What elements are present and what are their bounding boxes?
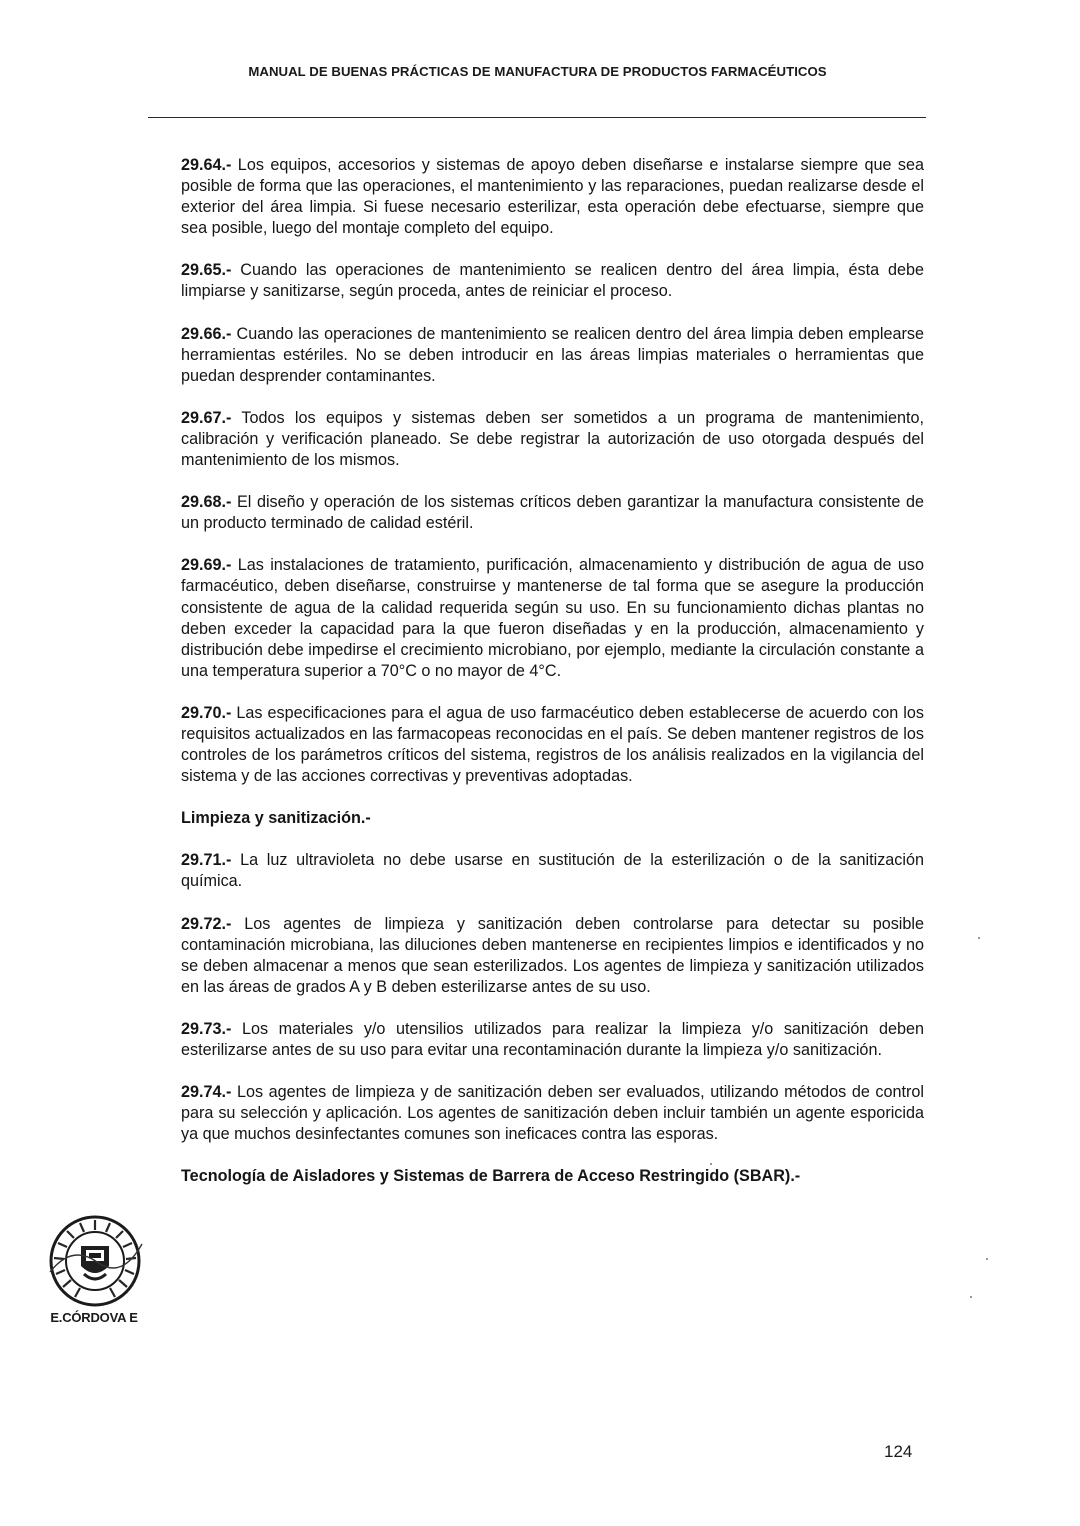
paragraph-29-73 xyxy=(181,1019,924,1061)
official-seal xyxy=(42,1214,146,1326)
paragraph-text: Los agentes de limpieza y de sanitización deben ser evaluados, utilizando métodos de control para su selección y aplicación. Los agentes de sanitización deben incluir también un agente esporicida ya que muchos desinfectantes comunes son ineficaces contra las esporas. xyxy=(181,1083,924,1144)
paragraph-text: Los agentes de limpieza y sanitización deben controlarse para detectar su posible contaminación microbiana, las diluciones deben mantenerse en recipientes limpios e identificados y no se deben almacenar a menos que sean esterilizados. Los agentes de limpieza y sanitización utilizados en las áreas de grados A y B deben esterilizarse antes de su uso. xyxy=(181,914,924,996)
paragraph-number: 29.70.- xyxy=(181,703,232,722)
paragraph-number: 29.65.- xyxy=(181,261,232,280)
paragraph-29-70 xyxy=(181,703,924,787)
paragraph-number: 29.72.- xyxy=(181,914,232,933)
paragraph-text: Cuando las operaciones de mantenimiento se realicen dentro del área limpia deben emplearse herramientas estériles. No se deben introducir en las áreas limpias materiales o herramientas que puedan desprender contaminantes. xyxy=(181,324,924,385)
page-number: 124 xyxy=(884,1442,913,1461)
paragraph-number: 29.64.- xyxy=(181,156,232,174)
paragraph-29-72 xyxy=(181,914,924,998)
page-body xyxy=(181,155,924,1208)
scan-speck xyxy=(978,937,980,939)
paragraph-number: 29.67.- xyxy=(181,408,232,427)
paragraph-text: Cuando las operaciones de mantenimiento se realicen dentro del área limpia, ésta debe limpiarse y sanitizarse, según proceda, antes de reiniciar el proceso. xyxy=(181,261,924,301)
paragraph-29-67 xyxy=(181,408,924,471)
paragraph-number: 29.68.- xyxy=(181,493,232,512)
paragraph-text: El diseño y operación de los sistemas críticos deben garantizar la manufactura consistente de un producto terminado de calidad estéril. xyxy=(181,493,924,533)
paragraph-number: 29.71.- xyxy=(181,851,232,870)
paragraph-29-66 xyxy=(181,324,924,387)
paragraph-text: Todos los equipos y sistemas deben ser sometidos a un programa de mantenimiento, calibración y verificación planeado. Se debe registrar la autorización de uso otorgada después del mantenimiento de los mismos. xyxy=(181,408,924,470)
running-header: MANUAL DE BUENAS PRÁCTICAS DE MANUFACTURA DE PRODUCTOS FARMACÉUTICOS xyxy=(248,64,827,79)
paragraph-text: Los equipos, accesorios y sistemas de apoyo deben diseñarse e instalarse siempre que sea posible de forma que las operaciones, el mantenimiento y las reparaciones, puedan realizarse desde el exterior del área limpia. Si fuese necesario esterilizar, esta operación debe efectuarse, siempre que sea posible, luego del montaje completo del equipo. xyxy=(181,156,924,238)
paragraph-29-69 xyxy=(181,555,924,682)
paragraph-number: 29.74.- xyxy=(181,1083,232,1102)
paragraph-29-68 xyxy=(181,492,924,534)
paragraph-number: 29.73.- xyxy=(181,1019,232,1038)
paragraph-text: Las especificaciones para el agua de uso farmacéutico deben establecerse de acuerdo con los requisitos actualizados en las farmacopeas reconocidas en el país. Se deben mantener registros de los controles de los parámetros críticos del sistema, registros de los análisis realizados en la vigilancia del sistema y de las acciones correctivas y preventivas adoptadas. xyxy=(181,703,924,786)
scan-speck xyxy=(710,1163,712,1165)
paragraph-text: Las instalaciones de tratamiento, purificación, almacenamiento y distribución de agua de uso farmacéutico, deben diseñarse, construirse y mantenerse de tal forma que se asegure la producción consistente de agua de la calidad requerida según su uso. En su funcionamiento dichas plantas no deben exceder la capacidad para la que fueron diseñadas y en la producción, almacenamiento y distribución debe impedirse el crecimiento microbiano, por ejemplo, mediante la circulación constante a una temperatura superior a 70°C o no mayor de 4°C. xyxy=(181,556,924,680)
section-heading-limpieza: Limpieza y sanitización.- xyxy=(181,809,371,828)
paragraph-number: 29.66.- xyxy=(181,324,232,343)
paragraph-29-74 xyxy=(181,1082,924,1145)
paragraph-29-64 xyxy=(181,155,924,239)
seal-icon xyxy=(42,1214,146,1314)
seal-caption: E.CÓRDOVA E xyxy=(50,1310,138,1325)
header-rule xyxy=(148,117,926,118)
paragraph-29-71 xyxy=(181,850,924,892)
scan-speck xyxy=(970,1296,972,1298)
paragraph-29-65 xyxy=(181,260,924,302)
paragraph-text: La luz ultravioleta no debe usarse en sustitución de la esterilización o de la sanitización química. xyxy=(181,851,924,891)
paragraph-number: 29.69.- xyxy=(181,556,232,575)
section-heading-aisladores: Tecnología de Aisladores y Sistemas de Barrera de Acceso Restringido (SBAR).- xyxy=(181,1167,801,1186)
scan-speck xyxy=(986,1258,988,1260)
paragraph-text: Los materiales y/o utensilios utilizados para realizar la limpieza y/o sanitización deben esterilizarse antes de su uso para evitar una recontaminación durante la limpieza y/o sanitización. xyxy=(181,1019,924,1059)
